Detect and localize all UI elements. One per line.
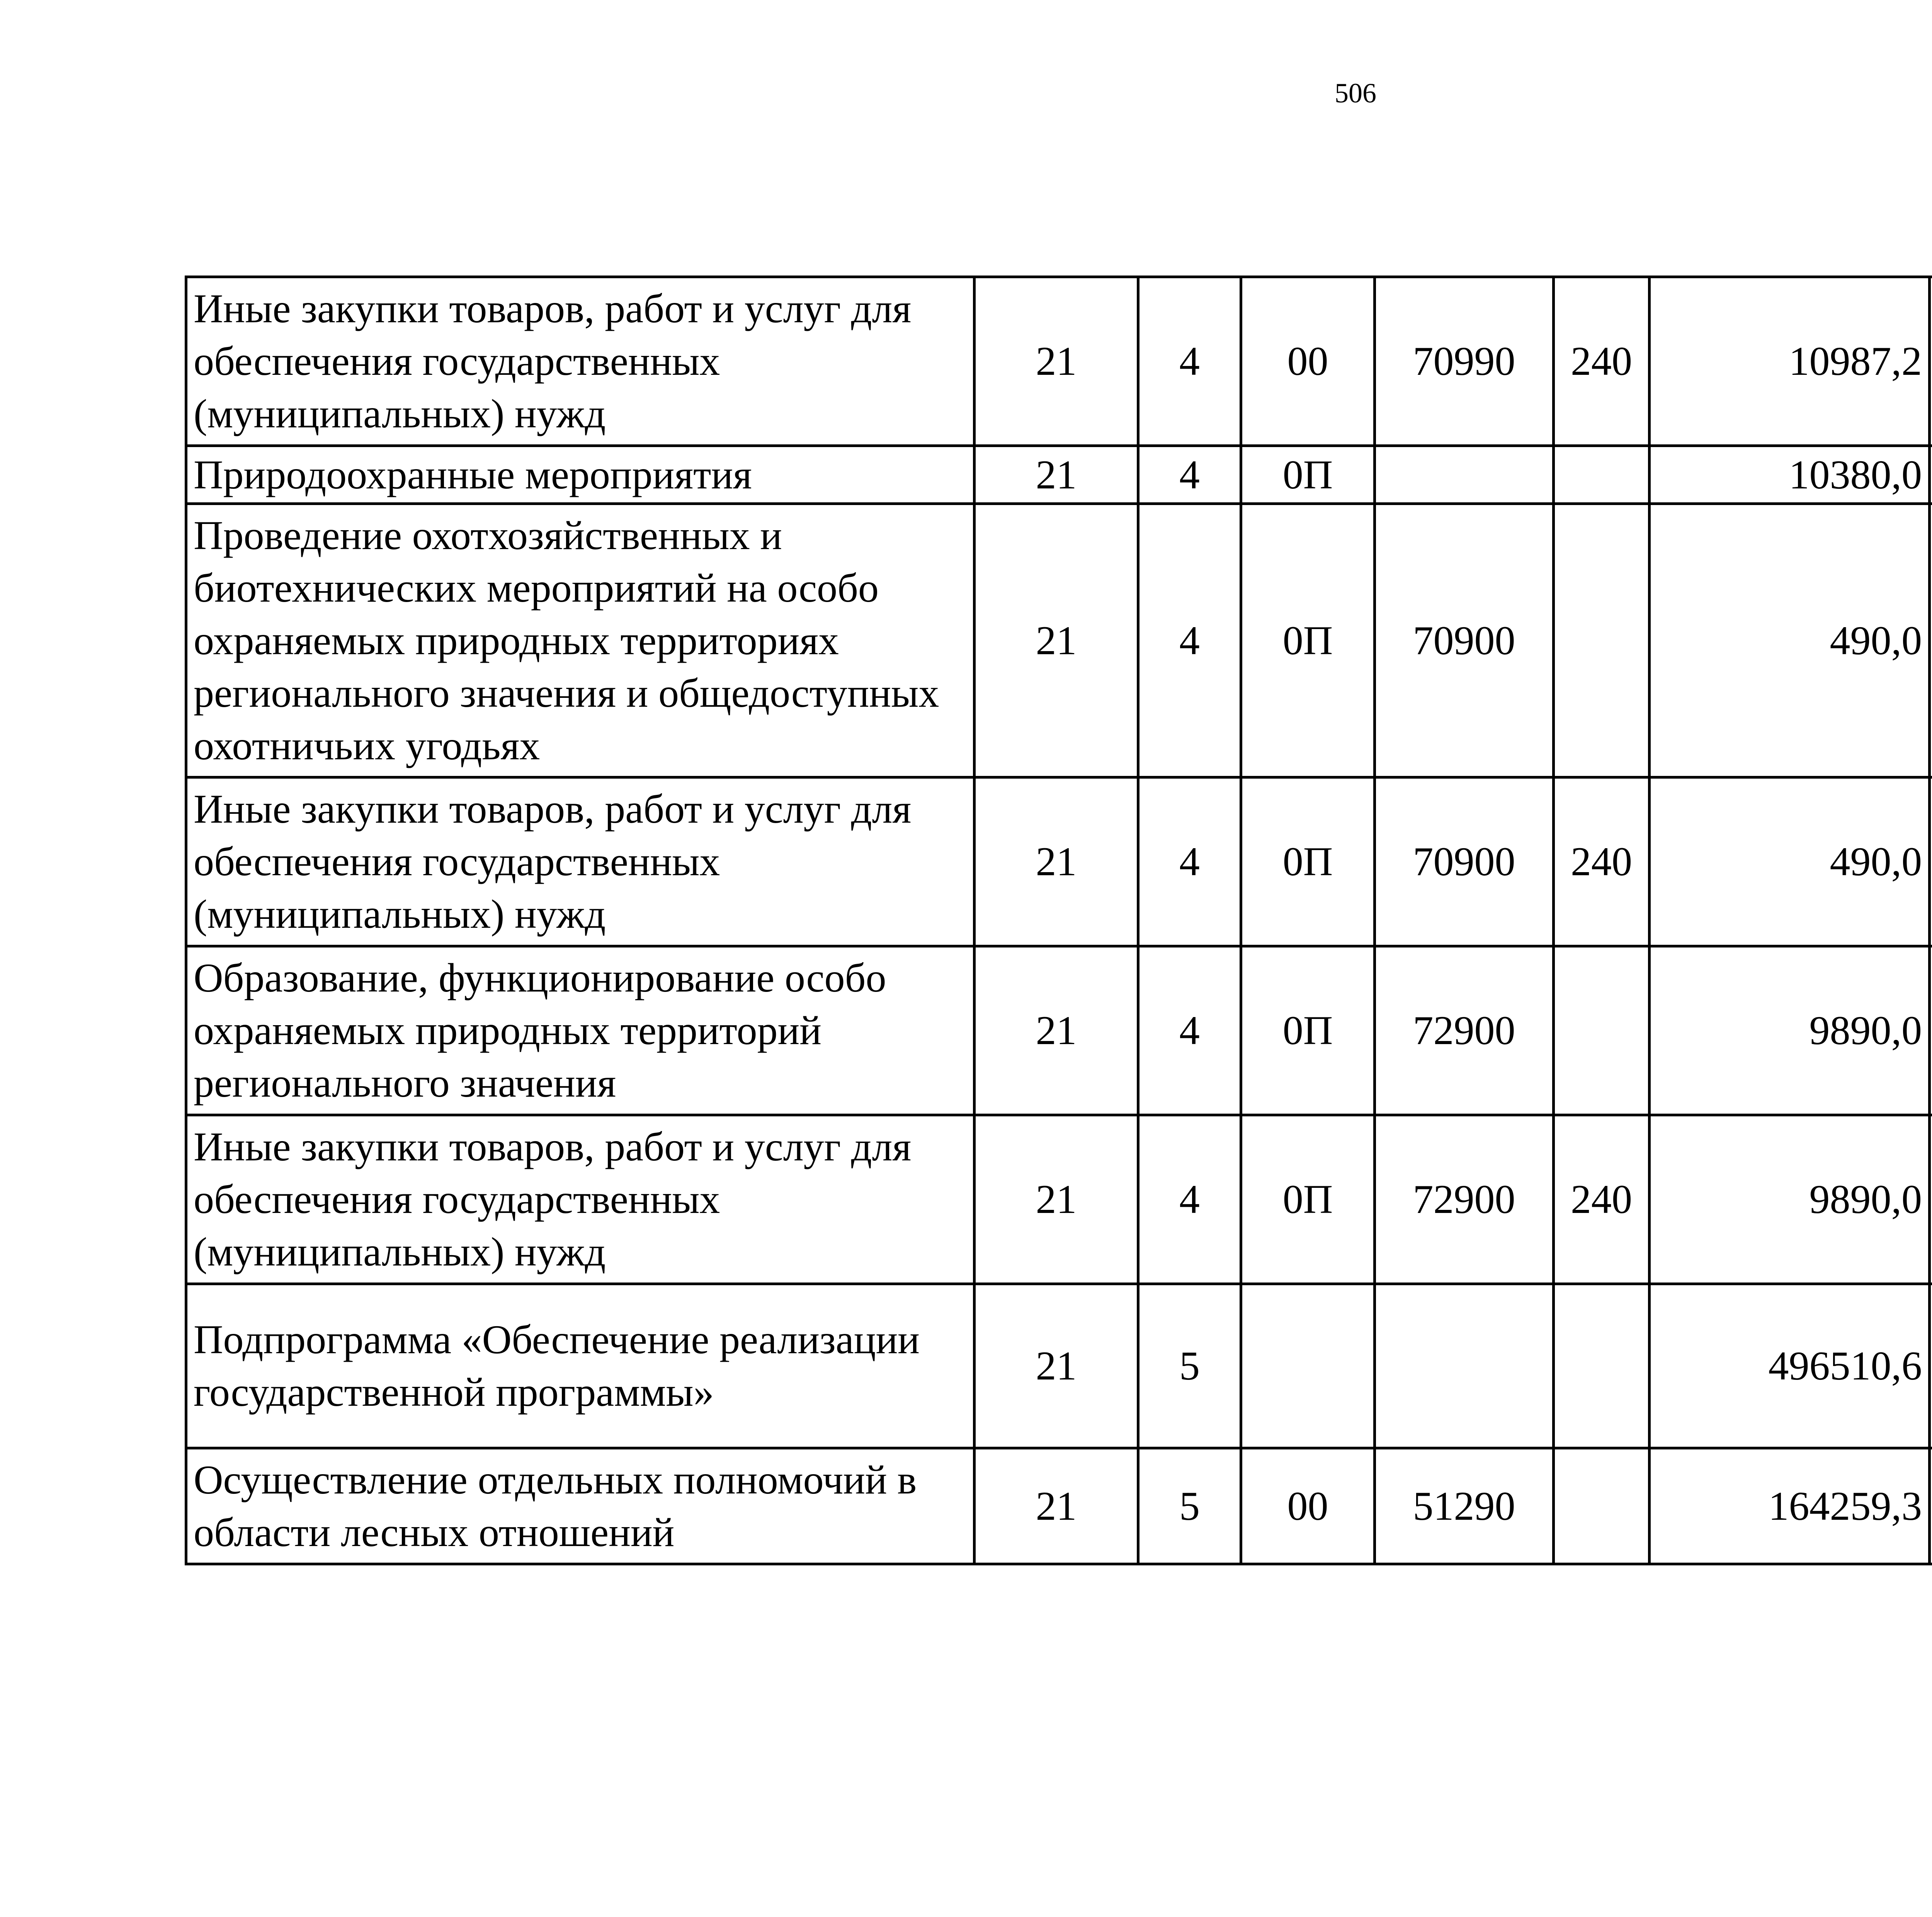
- code-ministry: 21: [975, 277, 1138, 446]
- code-direction: 72900: [1375, 1115, 1554, 1284]
- code-ministry: 21: [975, 1115, 1138, 1284]
- code-main-activity: 0П: [1241, 446, 1375, 504]
- row-name: Иные закупки товаров, работ и услуг для обеспечения государственных (муниципальных) нужд: [186, 777, 975, 946]
- amount-year-1: 9890,0: [1650, 1115, 1930, 1284]
- code-main-activity: 0П: [1241, 946, 1375, 1115]
- code-direction: [1375, 446, 1554, 504]
- code-direction: 70990: [1375, 277, 1554, 446]
- code-subprogram: 5: [1138, 1284, 1241, 1448]
- code-expense-type: 240: [1554, 277, 1650, 446]
- code-main-activity: 0П: [1241, 1115, 1375, 1284]
- code-ministry: 21: [975, 446, 1138, 504]
- amount-year-2: [1930, 1448, 1932, 1564]
- code-expense-type: [1554, 1448, 1650, 1564]
- amount-year-1: 10380,0: [1650, 446, 1930, 504]
- code-direction: 72900: [1375, 946, 1554, 1115]
- code-ministry: 21: [975, 946, 1138, 1115]
- amount-year-1: 10987,2: [1650, 277, 1930, 446]
- amount-year-2: [1930, 504, 1932, 777]
- amount-year-1: 490,0: [1650, 504, 1930, 777]
- code-subprogram: 4: [1138, 946, 1241, 1115]
- code-ministry: 21: [975, 1448, 1138, 1564]
- code-expense-type: [1554, 504, 1650, 777]
- code-direction: 70900: [1375, 777, 1554, 946]
- amount-year-2: [1930, 777, 1932, 946]
- code-expense-type: 240: [1554, 1115, 1650, 1284]
- table-row: [186, 1284, 1932, 1448]
- row-name: Природоохранные мероприятия: [186, 446, 975, 504]
- code-subprogram: 4: [1138, 446, 1241, 504]
- amount-year-2: [1930, 446, 1932, 504]
- amount-year-2: [1930, 1284, 1932, 1448]
- table-row: [186, 1448, 1932, 1564]
- code-expense-type: [1554, 446, 1650, 504]
- code-direction: 70900: [1375, 504, 1554, 777]
- row-name: Проведение охотхозяйственных и биотехнических мероприятий на особо охраняемых природных территориях регионального значения и общедоступных охотничьих угодьях: [186, 504, 975, 777]
- code-subprogram: 5: [1138, 1448, 1241, 1564]
- code-direction: [1375, 1284, 1554, 1448]
- code-expense-type: [1554, 946, 1650, 1115]
- budget-table: [185, 276, 1932, 1565]
- code-subprogram: 4: [1138, 1115, 1241, 1284]
- amount-year-1: 490,0: [1650, 777, 1930, 946]
- row-name: Иные закупки товаров, работ и услуг для обеспечения государственных (муниципальных) нужд: [186, 277, 975, 446]
- amount-year-1: 9890,0: [1650, 946, 1930, 1115]
- code-direction: 51290: [1375, 1448, 1554, 1564]
- amount-year-1: 496510,6: [1650, 1284, 1930, 1448]
- table-row: [186, 777, 1932, 946]
- code-ministry: 21: [975, 1284, 1138, 1448]
- table-row: [186, 504, 1932, 777]
- table-row: [186, 277, 1932, 446]
- page-number: 506: [1335, 78, 1376, 109]
- code-main-activity: 00: [1241, 277, 1375, 446]
- code-subprogram: 4: [1138, 504, 1241, 777]
- code-main-activity: [1241, 1284, 1375, 1448]
- table-row: [186, 446, 1932, 504]
- row-name: Иные закупки товаров, работ и услуг для обеспечения государственных (муниципальных) нужд: [186, 1115, 975, 1284]
- row-name: Осуществление отдельных полномочий в области лесных отношений: [186, 1448, 975, 1564]
- code-ministry: 21: [975, 777, 1138, 946]
- code-subprogram: 4: [1138, 777, 1241, 946]
- row-name: Образование, функционирование особо охраняемых природных территорий регионального значения: [186, 946, 975, 1115]
- row-name: Подпрограмма «Обеспечение реализации государственной программы»: [186, 1284, 975, 1448]
- amount-year-2: [1930, 277, 1932, 446]
- code-ministry: 21: [975, 504, 1138, 777]
- code-expense-type: 240: [1554, 777, 1650, 946]
- code-expense-type: [1554, 1284, 1650, 1448]
- code-main-activity: 0П: [1241, 777, 1375, 946]
- code-main-activity: 0П: [1241, 504, 1375, 777]
- code-main-activity: 00: [1241, 1448, 1375, 1564]
- code-subprogram: 4: [1138, 277, 1241, 446]
- table-row: [186, 946, 1932, 1115]
- amount-year-1: 164259,3: [1650, 1448, 1930, 1564]
- amount-year-2: [1930, 1115, 1932, 1284]
- table-row: [186, 1115, 1932, 1284]
- amount-year-2: [1930, 946, 1932, 1115]
